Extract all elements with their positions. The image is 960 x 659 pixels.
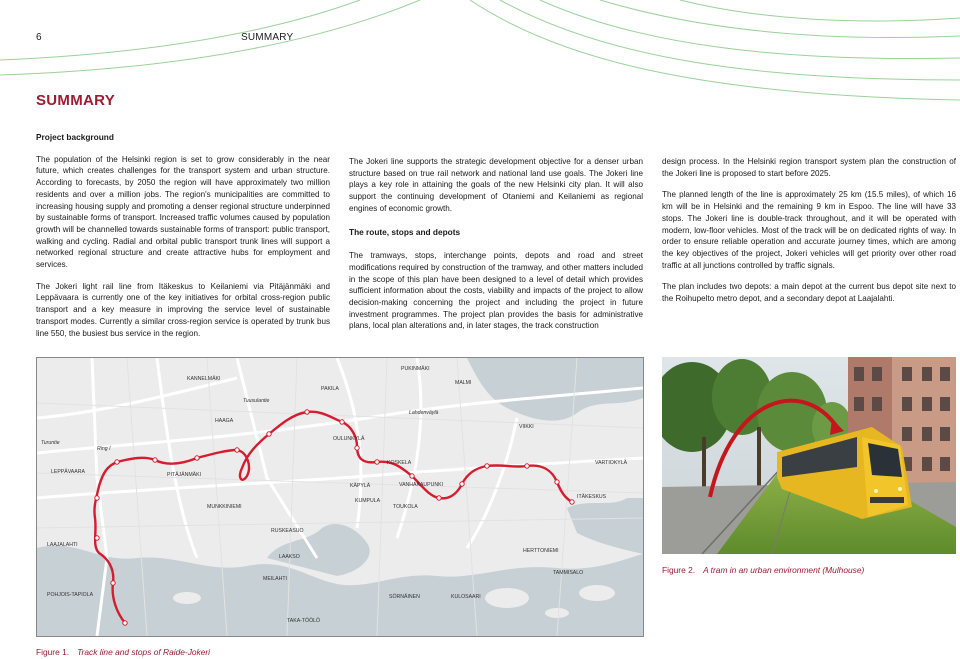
paragraph: The planned length of the line is approximately 25 km (15.5 miles), of which 16 km will be in Helsinki and the remaining 9 km in Espoo. The line will have 33 stops. The Jokeri line is double-track throughout, and it will be operated with modern, low-floor vehicles. Most of the track will be on dedicated rights of way. In order to ensure reliable operation and accurate journey times, which are among the key objectives of the project, Jokeri vehicles will get priority over other road traffic at all junctions controlled by traffic signals. [662,190,956,270]
tram-photo [662,357,956,554]
running-head: SUMMARY [241,32,294,43]
map-label: PITÄJÄNMÄKI [167,472,202,478]
map-label: LEPPÄVAARA [51,469,85,475]
map-label: MEILAHTI [263,576,287,582]
section-heading-route: The route, stops and depots [349,226,461,237]
paragraph: design process. In the Helsinki region transport system plan the construction of the Jokeri line is proposed to start before 2025. [662,157,956,178]
paragraph: The plan includes two depots: a main depot at the current bus depot site next to the Roihupelto metro depot, and a secondary depot at Laajalahti. [662,282,956,304]
section-heading-project-background: Project background [36,132,114,142]
paragraph: The tramways, stops, interchange points, depots and road and street modifications required by construction of the tramway, and other matters included in the scope of this plan have been designed to a level of detail which provides sufficient information about the costs, viability and impacts of the project to allow decision-making concerning the project and including the project in future investment programmes. The project plan provides the basis for administrative plans, local plan alterations and, in later stages, the track construction [349,251,643,331]
map-label: ITÄKESKUS [577,494,607,500]
figure-label: Figure 2. [662,565,696,575]
map-label: TAKA-TÖÖLÖ [287,618,321,624]
figure-1-caption [36,647,210,657]
figure-2-caption [662,565,864,575]
map-label: MUNKKINIEMI [207,504,242,510]
page-title: SUMMARY [36,92,116,109]
figure-caption-text: A tram in an urban environment (Mulhouse) [703,565,865,575]
paragraph: The Jokeri light rail line from Itäkeskus to Keilaniemi via Pitäjänmäki and Leppävaara is currently one of the key initiatives for orbital cross-region public transport and a key measure in improving the service level of sustainable transport modes. Currently a similar cross-region service is operated by trunk bus line 550, the busiest bus service in the region. [36,281,330,338]
tram-photo-svg [662,357,956,554]
map-label: PUKINMÄKI [401,366,430,372]
map-label: PAKILA [321,386,339,392]
paragraph: The Jokeri line supports the strategic development objective for a denser urban structure based on true rail network and national land use goals. The Jokeri line plays a key role in attaining the goals of the new Helsinki city plan. It will also support the continuing development of Otaniemi and Keilaniemi as regional engines of economic growth. [349,157,643,213]
map-label: KUMPULA [355,498,381,504]
page-header [0,32,960,46]
figure-caption-text: Track line and stops of Raide-Jokeri [77,647,211,657]
map-label: KOSKELA [387,460,412,466]
column-1 [36,132,330,349]
column-2 [349,156,643,342]
map-label: MALMI [455,380,472,386]
map-label: VIIKKI [519,424,534,430]
map-label: TAMMISALO [553,570,584,576]
decorative-curves [0,0,960,130]
column-3 [662,156,956,315]
map-label: Turuntie [41,440,60,446]
map-label: Lahdenväylä [409,410,439,416]
map-label: HAAGA [215,418,234,424]
map-label: KANNELMÄKI [187,376,221,382]
paragraph: The population of the Helsinki region is set to grow considerably in the near future, which creates challenges for the transport system and urban structure. According to forecasts, by 2050 the region will have approximately two million residents and over a million jobs. The region's municipalities are committed to increasing housing supply and promoting a denser regional structure underpinned by sustainable forms of transport. Increased traffic volumes caused by population growth will be channelled towards sustainable forms of transport: public transport, walking and cycling. Radial and orbital public transport trunk lines will support a networked regional structure and create attractive hubs for employment and services. [36,154,330,270]
map-label: Tuusulantie [243,398,270,404]
page-number: 6 [36,32,42,43]
route-map [36,357,644,637]
map-label: SÖRNÄINEN [389,594,420,600]
map-label: KULOSAARI [451,594,481,600]
map-label: LAAJALAHTI [47,542,78,548]
map-label: RUSKEASUO [271,528,304,534]
map-label: POHJOIS-TAPIOLA [47,592,94,598]
map-label: LAAKSO [279,554,300,560]
figure-label: Figure 1. [36,647,70,657]
map-label: HERTTONIEMI [523,548,559,554]
map-label: KÄPYLÄ [350,483,371,489]
map-label: VARTIOKYLÄ [595,460,628,466]
route-map-svg [37,358,643,636]
map-label: Ring I [97,446,111,452]
map-label: OULUNKYLÄ [333,436,365,442]
map-label: TOUKOLA [393,504,418,510]
map-label: VANHAKAUPUNKI [399,482,444,488]
